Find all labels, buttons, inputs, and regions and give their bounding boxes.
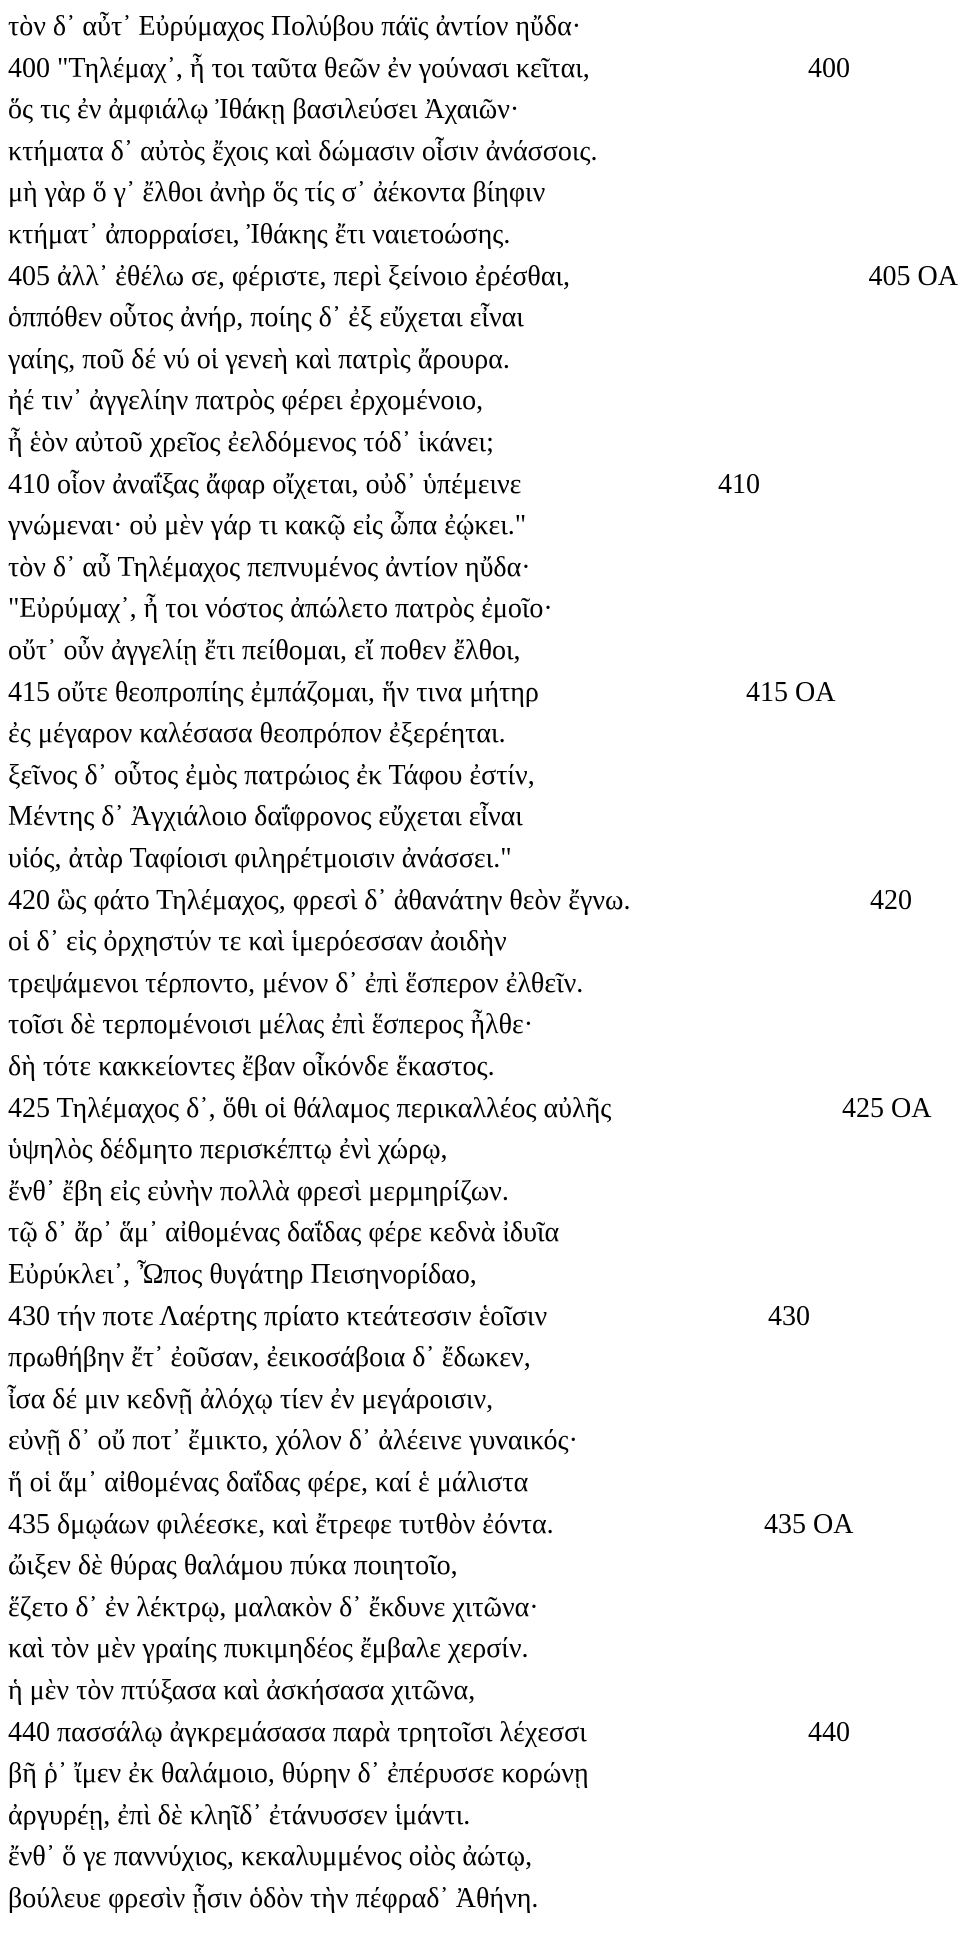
verse-text: ἔνθ᾽ ἔβη εἰς εὐνὴν πολλὰ φρεσὶ μερμηρίζων. <box>8 1175 509 1207</box>
verse-text: τρεψάμενοι τέρποντο, μένον δ᾽ ἐπὶ ἕσπερον ἐλθεῖν. <box>8 967 584 999</box>
verse-line <box>8 1379 493 1421</box>
verse-text: 410 οἷον ἀναΐξας ἄφαρ οἴχεται, οὐδ᾽ ὑπέμεινε <box>8 468 522 500</box>
verse-line <box>8 1504 854 1546</box>
verse-text: ἶσα δέ μιν κεδνῇ ἀλόχῳ τίεν ἐν μεγάροισιν, <box>8 1383 494 1415</box>
verse-line <box>8 380 483 422</box>
verse-line <box>8 630 521 672</box>
verse-text: τὸν δ᾽ αὖ Τηλέμαχος πεπνυμένος ἀντίον ηὔδα· <box>8 551 531 583</box>
verse-line <box>8 1753 589 1795</box>
verse-line <box>8 1462 528 1504</box>
margin-line-number: 405 OA <box>868 260 958 292</box>
margin-line-number: 420 <box>870 884 912 916</box>
verse-line <box>8 796 523 838</box>
verse-text: ὤιξεν δὲ θύρας θαλάμου πύκα ποιητοῖο, <box>8 1550 458 1582</box>
verse-line <box>8 172 545 214</box>
verse-line <box>8 755 535 797</box>
verse-text: 420 ὣς φάτο Τηλέμαχος, φρεσὶ δ᾽ ἀθανάτην θεὸν ἔγνω. <box>8 884 631 916</box>
verse-line <box>8 1836 532 1878</box>
verse-line <box>8 1254 477 1296</box>
verse-text: ξεῖνος δ᾽ οὗτος ἐμὸς πατρώιος ἐκ Τάφου ἐστίν, <box>8 759 535 791</box>
verse-line <box>8 1337 531 1379</box>
verse-line <box>8 1088 932 1130</box>
margin-line-number: 435 OA <box>764 1508 854 1540</box>
verse-line <box>8 1795 470 1837</box>
verse-text: "Εὐρύμαχ᾽, ἦ τοι νόστος ἀπώλετο πατρὸς ἐμοῖο· <box>8 593 553 625</box>
verse-text: τῷ δ᾽ ἄρ᾽ ἅμ᾽ αἰθομένας δαΐδας φέρε κεδνὰ ἰδυῖα <box>8 1217 560 1249</box>
verse-line <box>8 464 760 506</box>
verse-text: τὸν δ᾽ αὖτ᾽ Εὐρύμαχος Πολύβου πάϊς ἀντίον ηὔδα· <box>8 11 582 42</box>
verse-line <box>8 1878 538 1920</box>
verse-line <box>8 1129 448 1171</box>
verse-line <box>8 921 507 963</box>
verse-line <box>8 1545 458 1587</box>
margin-line-number: 425 OA <box>842 1092 932 1124</box>
verse-text: ἐς μέγαρον καλέσασα θεοπρόπον ἐξερέηται. <box>8 718 506 750</box>
verse-line <box>8 1046 495 1088</box>
verse-line <box>8 1670 475 1712</box>
verse-text: τοῖσι δὲ τερπομένοισι μέλας ἐπὶ ἕσπερος ἦλθε· <box>8 1009 534 1041</box>
verse-text: εὐνῇ δ᾽ οὔ ποτ᾽ ἔμικτο, χόλον δ᾽ ἀλέεινε γυναικός· <box>8 1425 578 1457</box>
verse-text: ὑψηλὸς δέδμητο περισκέπτῳ ἐνὶ χώρῳ, <box>8 1134 448 1166</box>
verse-text: ἔνθ᾽ ὅ γε παννύχιος, κεκαλυμμένος οἰὸς ἀώτῳ, <box>8 1841 533 1873</box>
margin-line-number: 440 <box>808 1716 850 1748</box>
verse-line <box>8 963 583 1005</box>
verse-line <box>8 1712 850 1754</box>
verse-line <box>8 1587 539 1629</box>
verse-line <box>8 505 526 547</box>
verse-text: 400 "Τηλέμαχ᾽, ἦ τοι ταῦτα θεῶν ἐν γούνασι κεῖται, <box>8 52 590 84</box>
verse-line <box>8 297 524 339</box>
verse-text: ὅς τις ἐν ἀμφιάλῳ Ἰθάκῃ βασιλεύσει Ἀχαιῶν· <box>8 94 520 126</box>
margin-line-number: 415 OA <box>746 676 836 708</box>
verse-text: γνώμεναι· οὐ μὲν γάρ τι κακῷ εἰς ὦπα ἐῴκει." <box>8 510 527 542</box>
verse-line <box>8 547 531 589</box>
verse-line <box>8 672 836 714</box>
verse-line <box>8 48 850 90</box>
verse-text: βούλευε φρεσὶν ᾗσιν ὁδὸν τὴν πέφραδ᾽ Ἀθήνη. <box>8 1883 539 1914</box>
verse-text: Μέντης δ᾽ Ἀγχιάλοιο δαΐφρονος εὔχεται εἶναι <box>8 801 523 833</box>
verse-text: 435 δμῳάων φιλέεσκε, καὶ ἔτρεφε τυτθὸν ἐόντα. <box>8 1508 554 1540</box>
verse-text: 415 οὔτε θεοπροπίης ἐμπάζομαι, ἥν τινα μήτηρ <box>8 676 539 708</box>
verse-text: κτήματα δ᾽ αὐτὸς ἔχοις καὶ δώμασιν οἷσιν ἀνάσσοις. <box>8 135 598 167</box>
verse-line <box>8 89 519 131</box>
verse-line <box>8 214 510 256</box>
verse-text: 440 πασσάλῳ ἀγκρεμάσασα παρὰ τρητοῖσι λέχεσσι <box>8 1716 587 1748</box>
verse-text: υἱός, ἀτὰρ Ταφίοισι φιληρέτμοισιν ἀνάσσει." <box>8 843 512 874</box>
verse-line <box>8 838 512 880</box>
verse-text: βῆ ῥ᾽ ἴμεν ἐκ θαλάμοιο, θύρην δ᾽ ἐπέρυσσε κορώνῃ <box>8 1758 589 1790</box>
verse-line <box>8 131 597 173</box>
verse-line <box>8 588 553 630</box>
text-page <box>8 0 956 1938</box>
verse-text: οἱ δ᾽ εἰς ὀρχηστύν τε καὶ ἱμερόεσσαν ἀοιδὴν <box>8 926 507 958</box>
verse-text: ἀργυρέῃ, ἐπὶ δὲ κληῖδ᾽ ἐτάνυσσεν ἱμάντι. <box>8 1799 471 1831</box>
verse-line <box>8 880 912 922</box>
verse-text: 430 τήν ποτε Λαέρτης πρίατο κτεάτεσσιν ἑοῖσιν <box>8 1300 548 1332</box>
verse-text: 405 ἀλλ᾽ ἐθέλω σε, φέριστε, περὶ ξείνοιο ἐρέσθαι, <box>8 260 571 292</box>
verse-text: δὴ τότε κακκείοντες ἔβαν οἶκόνδε ἕκαστος. <box>8 1051 495 1082</box>
verse-text: πρωθήβην ἔτ᾽ ἐοῦσαν, ἐεικοσάβοια δ᾽ ἔδωκεν, <box>8 1342 531 1374</box>
margin-line-number: 430 <box>768 1300 810 1332</box>
verse-line <box>8 6 581 48</box>
verse-text: ἦ ἑὸν αὐτοῦ χρεῖος ἐελδόμενος τόδ᾽ ἱκάνει; <box>8 427 494 458</box>
verse-line <box>8 256 958 298</box>
verse-text: 425 Τηλέμαχος δ᾽, ὅθι οἱ θάλαμος περικαλλέος αὐλῆς <box>8 1092 612 1124</box>
verse-line <box>8 1420 578 1462</box>
verse-text: ἠέ τιν᾽ ἀγγελίην πατρὸς φέρει ἐρχομένοιο, <box>8 385 484 417</box>
verse-text: ἥ οἱ ἅμ᾽ αἰθομένας δαΐδας φέρε, καί ἑ μάλιστα <box>8 1467 529 1498</box>
verse-line <box>8 422 494 464</box>
verse-text: ἡ μὲν τὸν πτύξασα καὶ ἀσκήσασα χιτῶνα, <box>8 1675 476 1706</box>
margin-line-number: 410 <box>718 468 760 500</box>
verse-line <box>8 1004 533 1046</box>
verse-text: κτήματ᾽ ἀπορραίσει, Ἰθάκης ἔτι ναιετοώσης. <box>8 219 511 250</box>
verse-text: καὶ τὸν μὲν γραίης πυκιμηδέος ἔμβαλε χερσίν. <box>8 1633 529 1665</box>
margin-line-number: 400 <box>808 52 850 84</box>
verse-line <box>8 1212 559 1254</box>
verse-line <box>8 1296 810 1338</box>
verse-text: οὔτ᾽ οὖν ἀγγελίῃ ἔτι πείθομαι, εἴ ποθεν ἔλθοι, <box>8 635 521 666</box>
verse-text: Εὐρύκλει᾽, Ὦπος θυγάτηρ Πεισηνορίδαο, <box>8 1259 477 1290</box>
verse-text: ἕζετο δ᾽ ἐν λέκτρῳ, μαλακὸν δ᾽ ἔκδυνε χιτῶνα· <box>8 1591 539 1623</box>
verse-line <box>8 339 510 381</box>
verse-line <box>8 1628 529 1670</box>
verse-line <box>8 1171 509 1213</box>
verse-text: γαίης, ποῦ δέ νύ οἱ γενεὴ καὶ πατρὶς ἄρουρα. <box>8 343 510 375</box>
verse-line <box>8 713 506 755</box>
verse-text: ὁππόθεν οὗτος ἀνήρ, ποίης δ᾽ ἐξ εὔχεται εἶναι <box>8 302 524 334</box>
verse-text: μὴ γὰρ ὅ γ᾽ ἔλθοι ἀνὴρ ὅς τίς σ᾽ ἀέκοντα βίηφιν <box>8 177 546 209</box>
